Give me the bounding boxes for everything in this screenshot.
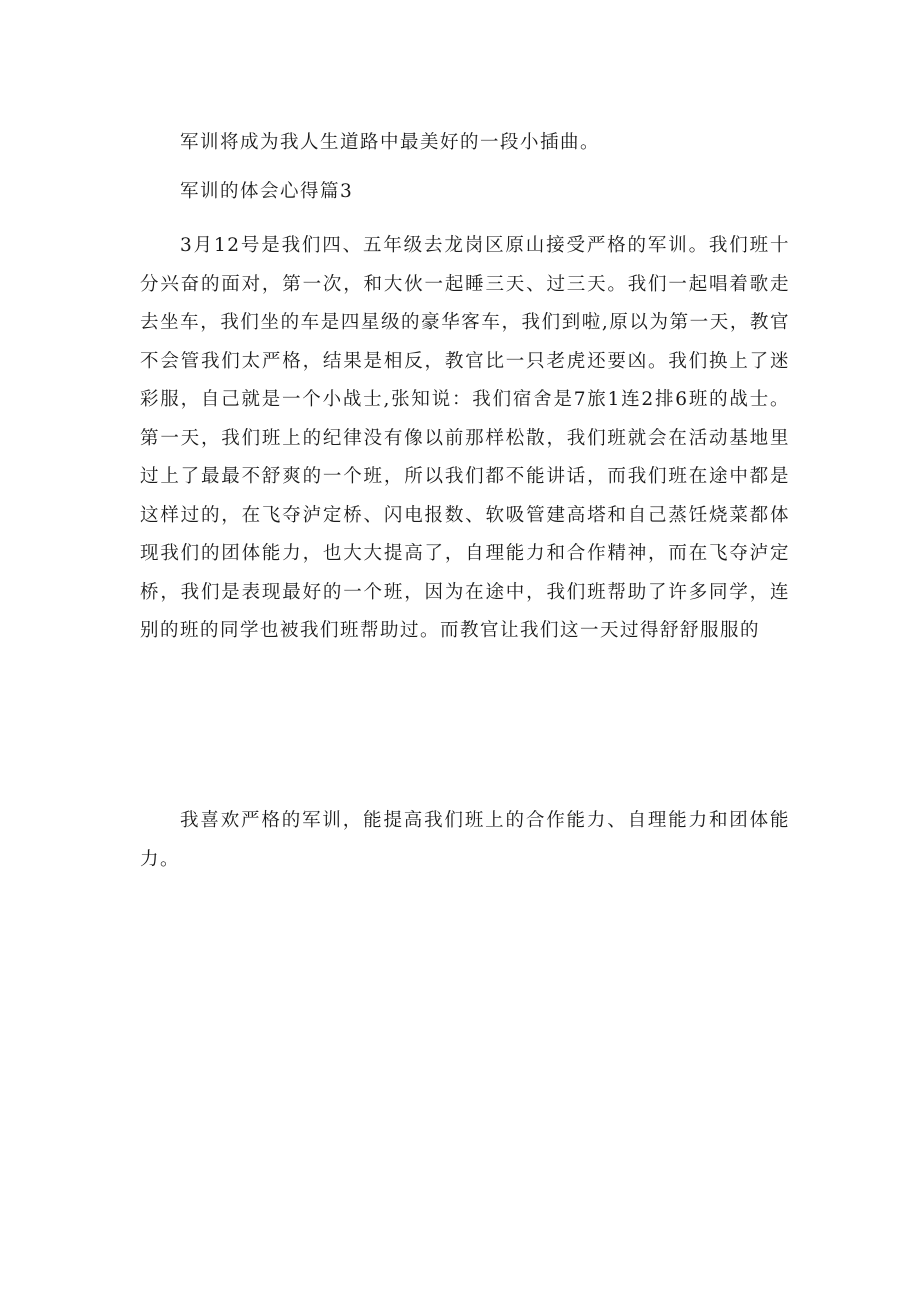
section-heading: 军训的体会心得篇3 [180,181,354,202]
body-paragraph: 3月12号是我们四、五年级去龙岗区原山接受严格的军训。我们班十分兴奋的面对，第一次，和大伙一起睡三天、过三天。我们一起唱着歌走去坐车，我们坐的车是四星级的豪华客车，我们到啦,原以为第一天，教官不会管我们太严格，结果是相反，教官比一只老虎还要凶。我们换上了迷彩服，自己就是一个小战士,张知说：我们宿舍是7旅1连2排6班的战士。第一天，我们班上的纪律没有像以前那样松散，我们班就会在活动基地里过上了最最不舒爽的一个班，所以我们都不能讲话，而我们班在途中都是这样过的，在飞夺泸定桥、闪电报数、软吸管建高塔和自己蒸饪烧菜都体现我们的团体能力，也大大提高了，自理能力和合作精神，而在飞夺泸定桥，我们是表现最好的一个班，因为在途中，我们班帮助了许多同学，连别的班的同学也被我们班帮助过。而教官让我们这一天过得舒舒服服的 [140,235,790,641]
conclusion-paragraph: 我喜欢严格的军训，能提高我们班上的合作能力、自理能力和团体能力。 [140,810,790,870]
closing-line-paragraph: 军训将成为我人生道路中最美好的一段小插曲。 [180,132,601,153]
